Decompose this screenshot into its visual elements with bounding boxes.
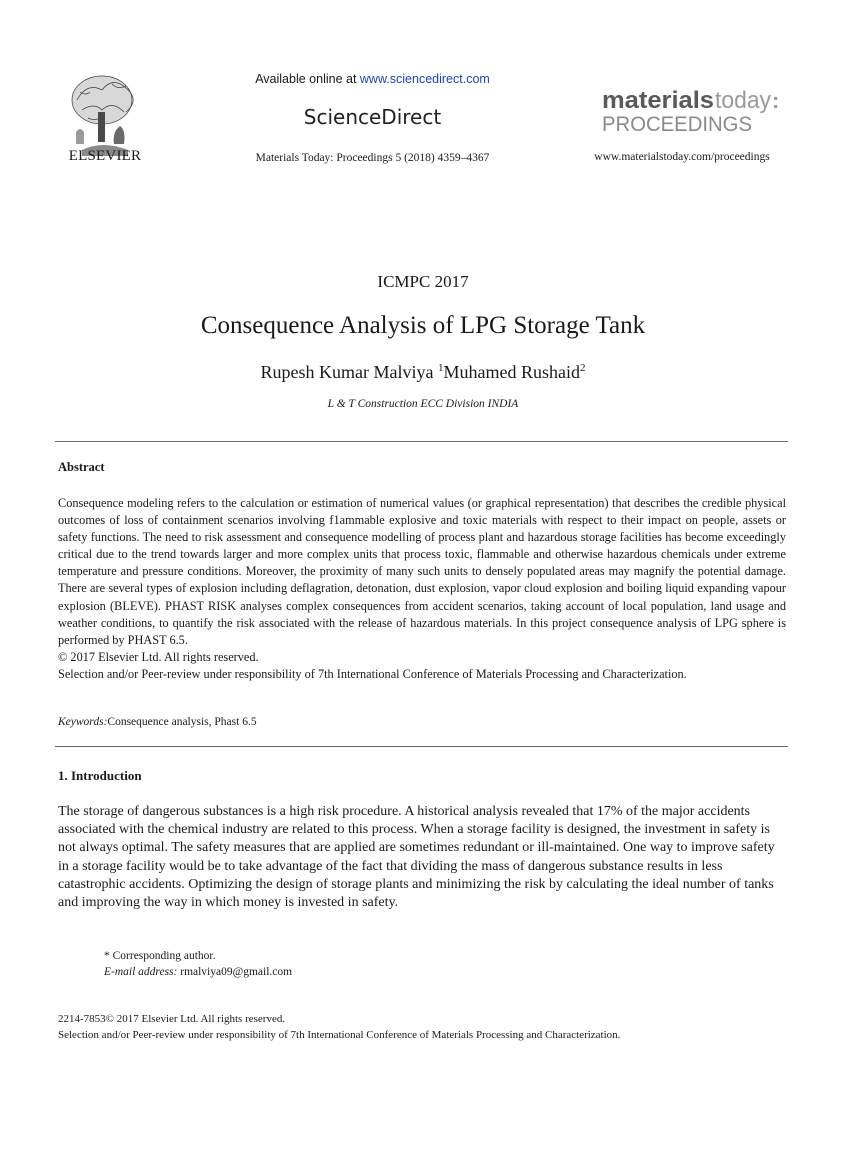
author-1: Rupesh Kumar Malviya (260, 362, 438, 382)
bottom-selection: Selection and/or Peer-review under responsibility of 7th International Conference of Materials Processing and Characterization. (58, 1029, 621, 1041)
available-online-text: Available online at (255, 72, 360, 86)
mt-logo-materials: materials (602, 87, 714, 114)
abstract-copyright: © 2017 Elsevier Ltd. All rights reserved. (58, 649, 259, 664)
abstract-selection: Selection and/or Peer-review under responsibility of 7th International Conference of Materials Processing and Characterization. (58, 666, 687, 681)
materialstoday-url[interactable]: www.materialstoday.com/proceedings (594, 151, 770, 163)
paper-title: Consequence Analysis of LPG Storage Tank (200, 312, 646, 339)
abstract-heading: Abstract (58, 460, 105, 474)
elsevier-wordmark: ELSEVIER (68, 148, 142, 164)
divider-top (55, 441, 788, 442)
email-address[interactable]: rmalviya09@gmail.com (177, 966, 293, 978)
author-2-sup-marker: 1 (437, 362, 444, 374)
sciencedirect-link[interactable]: www.sciencedirect.com (359, 72, 490, 86)
author-2: Muhamed Rushaid (443, 362, 580, 382)
mt-logo-proceedings: PROCEEDINGS (602, 113, 752, 136)
keywords-label: Keywords: (58, 716, 108, 728)
mt-logo-today: today (715, 87, 771, 114)
mt-logo-colon: : (772, 88, 780, 113)
available-online-line (200, 72, 545, 86)
introduction-body (58, 803, 786, 912)
issn-copyright: 2214-7853© 2017 Elsevier Ltd. All rights reserved. (58, 1013, 286, 1025)
email-line (104, 964, 292, 980)
authors-line (0, 362, 846, 383)
email-label: E-mail address: (104, 966, 178, 978)
author-2-affil-marker: 2 (579, 362, 586, 374)
abstract-text: Consequence modeling refers to the calculation or estimation of numerical values (or graphical representation) that describes the credible physical outcomes of loss of containment scenarios involving f1ammable explosive and toxic materials with respect to their impact on people, assets or safety functions. The need to risk assessment and consequence modelling of process plant and hazardous storage facilities has become exceedingly critical due to the trend towards larger and more complex units that process toxic, flammable and otherwise hazardous chemicals under extreme temperature and pressure conditions. Moreover, the proximity of many such units to densely populated areas may magnify the potential damage. There are several types of explosion including deflagration, detonation, dust explosion, vapor cloud explosion and boiling liquid expanding vapour explosion (BLEVE). PHAST RISK analyses complex consequences from accident scenarios, taking account of local population, land usage and weather conditions, to quantify the risk associated with the release of hazardous materials. In this project consequence analysis of LPG sphere is performed by PHAST 6.5. (58, 496, 786, 647)
bottom-notes (58, 1011, 620, 1043)
corresponding-footnote (104, 948, 292, 980)
journal-reference: Materials Today: Proceedings 5 (2018) 4359–4367 (255, 152, 490, 164)
materials-today-logo (602, 86, 782, 136)
abstract-body (58, 495, 786, 683)
conference-name: ICMPC 2017 (377, 272, 469, 291)
introduction-text: The storage of dangerous substances is a high risk procedure. A historical analysis revealed that 17% of the major accidents associated with the chemical industry are related to this process. When a storage facility is designed, the investment in safety is not always optimal. The safety measures that are applied are sometimes redundant or ill-maintained. One way to improve safety in a storage facility would be to take advantage of the fact that dividing the mass of dangerous substance results in less catastrophic accidents. Optimizing the design of storage plants and minimizing the risk by calculating the ideal number of tanks and improving the way in which money is invested in safety. (58, 804, 775, 911)
sciencedirect-title: ScienceDirect (303, 105, 442, 129)
corresponding-author: * Corresponding author. (104, 950, 216, 962)
keywords-line (58, 716, 257, 728)
affiliation: L & T Construction ECC Division INDIA (327, 398, 519, 410)
introduction-heading: 1. Introduction (58, 768, 142, 783)
keywords-value: Consequence analysis, Phast 6.5 (107, 716, 257, 728)
divider-bottom (55, 746, 788, 747)
